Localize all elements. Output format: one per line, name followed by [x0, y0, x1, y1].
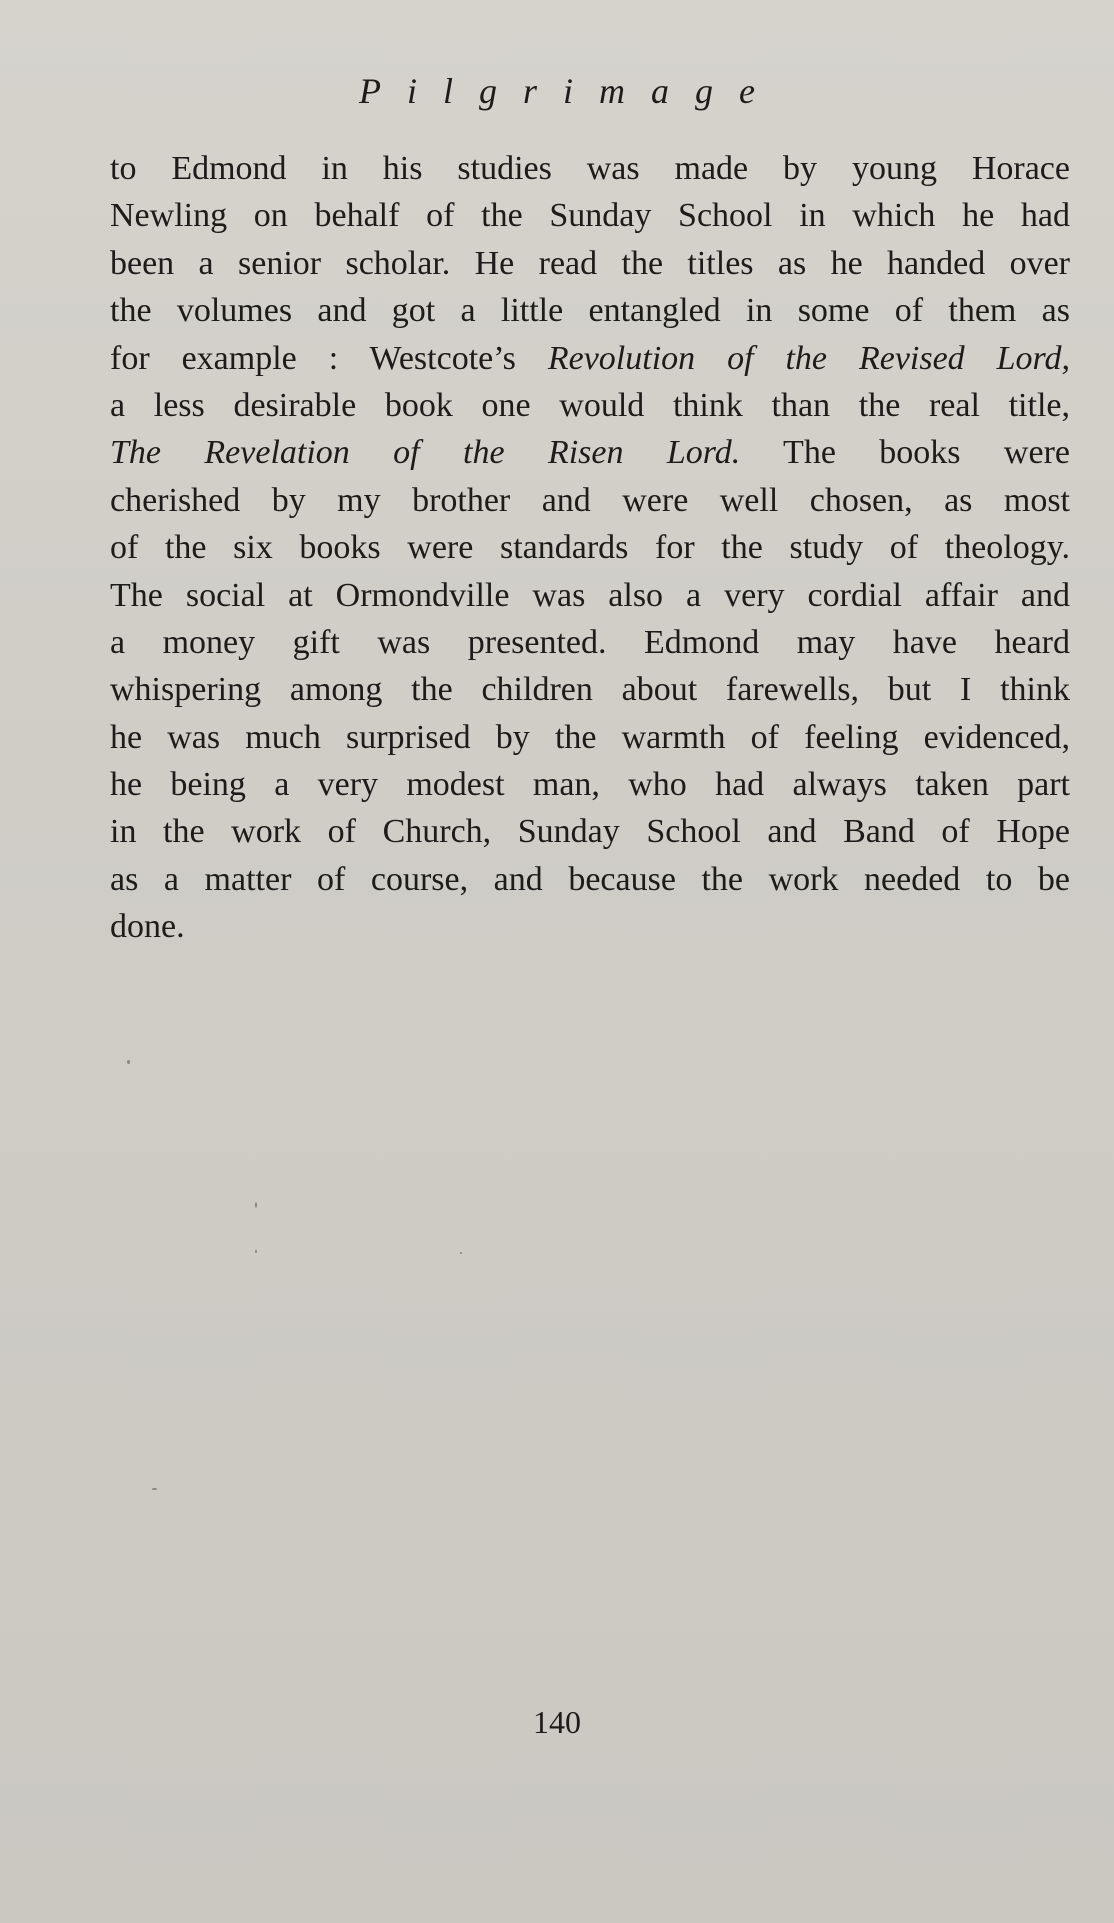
- text-line: The Revelation of the Risen Lord. The books were: [110, 434, 1070, 472]
- italic-book-title: Revolution of the Revised Lord,: [547, 339, 1070, 377]
- italic-book-title: The Revelation of the Risen Lord.: [110, 434, 741, 472]
- text-line: The social at Ormondville was also a very cordial affair and: [110, 576, 1070, 614]
- text-line: he was much surprised by the warmth of feeling evidenced,: [110, 718, 1070, 756]
- page-number: 140: [533, 1704, 581, 1740]
- text-line: the volumes and got a little entangled in some of them as: [110, 292, 1070, 330]
- text-line: for example : Westcote’s Revolution of the Revised Lord,: [110, 339, 1070, 377]
- text-line: to Edmond in his studies was made by young Horace: [110, 150, 1070, 187]
- paper-speck: [255, 1202, 257, 1208]
- text-line: whispering among the children about farewells, but I think: [110, 671, 1070, 709]
- text-line: a less desirable book one would think than the real title,: [110, 386, 1070, 424]
- body-paragraph: [110, 145, 1070, 951]
- text-line: done.: [110, 908, 185, 946]
- paper-speck: [152, 1488, 157, 1490]
- paper-speck: [127, 1060, 130, 1064]
- text-line: been a senior scholar. He read the titles as he handed over: [110, 244, 1070, 282]
- paper-speck: [460, 1252, 462, 1254]
- text-line: in the work of Church, Sunday School and Band of Hope: [110, 813, 1070, 851]
- text-line: a money gift was presented. Edmond may have heard: [110, 623, 1070, 661]
- text-line: cherished by my brother and were well chosen, as most: [110, 481, 1070, 519]
- text-line: of the six books were standards for the study of theology.: [110, 529, 1070, 567]
- paper-speck: [255, 1250, 257, 1253]
- text-line: as a matter of course, and because the work needed to be: [110, 860, 1070, 898]
- text-line: he being a very modest man, who had always taken part: [110, 766, 1070, 804]
- text-line: Newling on behalf of the Sunday School in which he had: [110, 197, 1070, 235]
- running-head: Pilgrimage: [359, 71, 781, 111]
